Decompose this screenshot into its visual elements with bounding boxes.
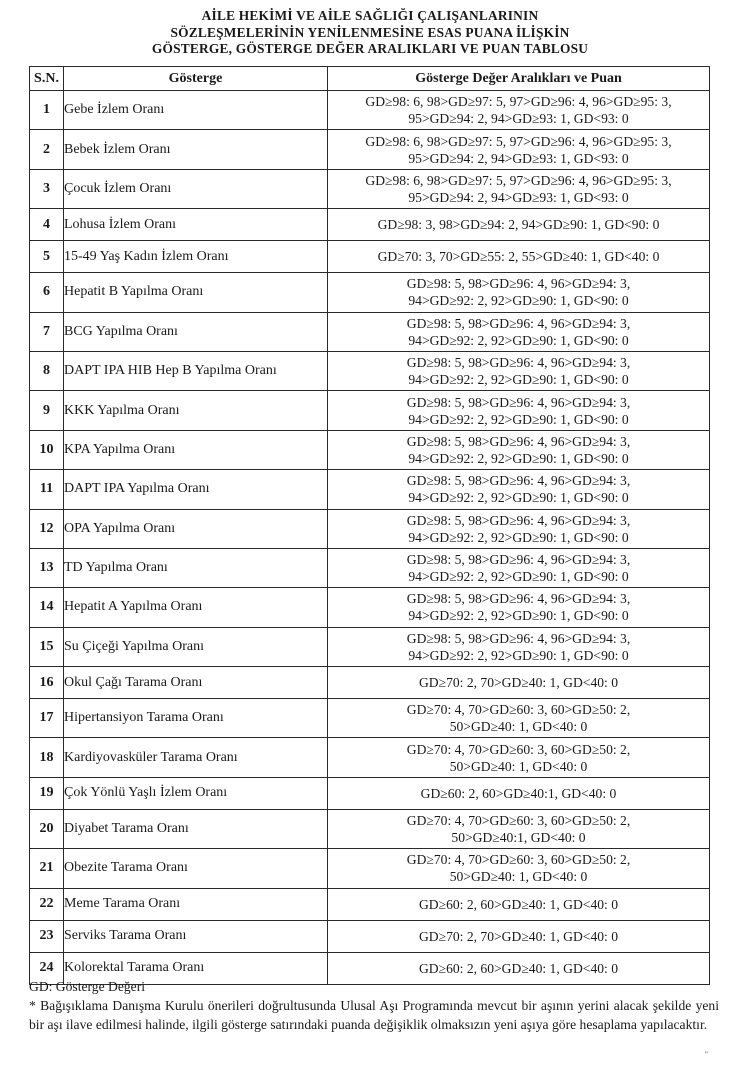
footnote: * Bağışıklama Danışma Kurulu önerileri doğrultusunda Ulusal Aşı Programında mevcut bir aşının yerini alacak şekilde yeni bir aşı ilave edilmesi halinde, ilgili gösterge satırındaki puanda değişiklik olmaksızın yeni aşıya göre hesaplama yapılacaktır. xyxy=(29,998,719,1032)
table-row xyxy=(30,391,710,430)
row-number: 9 xyxy=(30,391,64,430)
range-score-cell xyxy=(328,351,710,390)
table-row xyxy=(30,548,710,587)
range-score-cell xyxy=(328,130,710,169)
page-mark: " xyxy=(704,1050,708,1059)
indicator-name: Lohusa İzlem Oranı xyxy=(64,209,328,241)
table-header-row xyxy=(30,67,710,91)
table-row xyxy=(30,588,710,627)
range-line-1: GD≥98: 5, 98>GD≥96: 4, 96>GD≥94: 3, xyxy=(406,630,631,646)
range-score-cell xyxy=(328,548,710,587)
table-row xyxy=(30,699,710,738)
range-line-1: GD≥98: 5, 98>GD≥96: 4, 96>GD≥94: 3, xyxy=(406,394,631,410)
indicator-name: DAPT IPA Yapılma Oranı xyxy=(64,470,328,509)
indicator-name: Obezite Tarama Oranı xyxy=(64,849,328,888)
title-line-2: SÖZLEŞMELERİNİN YENİLENMESİNE ESAS PUANA İLİŞKİN xyxy=(170,24,570,40)
row-number: 13 xyxy=(30,548,64,587)
indicator-name: TD Yapılma Oranı xyxy=(64,548,328,587)
range-score-cell xyxy=(328,169,710,208)
range-score-cell xyxy=(328,738,710,777)
indicator-name: KKK Yapılma Oranı xyxy=(64,391,328,430)
row-number: 14 xyxy=(30,588,64,627)
indicator-name: 15-49 Yaş Kadın İzlem Oranı xyxy=(64,241,328,273)
range-line-1: GD≥60: 2, 60>GD≥40: 1, GD<40: 0 xyxy=(418,896,619,912)
table-row xyxy=(30,130,710,169)
indicator-name: OPA Yapılma Oranı xyxy=(64,509,328,548)
table-row xyxy=(30,738,710,777)
table-row xyxy=(30,809,710,848)
row-number: 18 xyxy=(30,738,64,777)
indicator-name: Kolorektal Tarama Oranı xyxy=(64,952,328,984)
range-score-cell xyxy=(328,241,710,273)
table-row xyxy=(30,351,710,390)
range-score-cell xyxy=(328,209,710,241)
table-row xyxy=(30,509,710,548)
row-number: 11 xyxy=(30,470,64,509)
row-number: 20 xyxy=(30,809,64,848)
table-row xyxy=(30,209,710,241)
range-line-1: GD≥98: 5, 98>GD≥96: 4, 96>GD≥94: 3, xyxy=(406,355,631,371)
range-line-1: GD≥60: 2, 60>GD≥40:1, GD<40: 0 xyxy=(420,785,617,801)
indicator-name: Bebek İzlem Oranı xyxy=(64,130,328,169)
indicator-name: Meme Tarama Oranı xyxy=(64,888,328,920)
range-line-1: GD≥70: 3, 70>GD≥55: 2, 55>GD≥40: 1, GD<40: 0 xyxy=(377,249,660,265)
indicator-name: Çocuk İzlem Oranı xyxy=(64,169,328,208)
score-table xyxy=(29,66,710,985)
table-row xyxy=(30,91,710,130)
table-row xyxy=(30,430,710,469)
range-line-2: 94>GD≥92: 2, 92>GD≥90: 1, GD<90: 0 xyxy=(408,529,629,545)
indicator-name: Gebe İzlem Oranı xyxy=(64,91,328,130)
range-line-2: 50>GD≥40: 1, GD<40: 0 xyxy=(449,869,588,885)
range-score-cell xyxy=(328,888,710,920)
range-line-2: 50>GD≥40: 1, GD<40: 0 xyxy=(449,719,588,735)
indicator-name: Hipertansiyon Tarama Oranı xyxy=(64,699,328,738)
range-line-1: GD≥98: 3, 98>GD≥94: 2, 94>GD≥90: 1, GD<90: 0 xyxy=(377,217,660,233)
range-score-cell xyxy=(328,273,710,312)
row-number: 15 xyxy=(30,627,64,666)
range-line-1: GD≥70: 2, 70>GD≥40: 1, GD<40: 0 xyxy=(418,928,619,944)
range-line-2: 50>GD≥40:1, GD<40: 0 xyxy=(451,830,586,846)
range-line-1: GD≥70: 4, 70>GD≥60: 3, 60>GD≥50: 2, xyxy=(406,741,631,757)
header-indicator: Gösterge xyxy=(64,67,328,91)
range-line-1: GD≥98: 5, 98>GD≥96: 4, 96>GD≥94: 3, xyxy=(406,315,631,331)
range-line-1: GD≥70: 4, 70>GD≥60: 3, 60>GD≥50: 2, xyxy=(406,852,631,868)
range-score-cell xyxy=(328,627,710,666)
range-line-2: 94>GD≥92: 2, 92>GD≥90: 1, GD<90: 0 xyxy=(408,490,629,506)
range-line-2: 94>GD≥92: 2, 92>GD≥90: 1, GD<90: 0 xyxy=(408,450,629,466)
range-score-cell xyxy=(328,849,710,888)
indicator-name: BCG Yapılma Oranı xyxy=(64,312,328,351)
table-row xyxy=(30,627,710,666)
row-number: 6 xyxy=(30,273,64,312)
indicator-name: Çok Yönlü Yaşlı İzlem Oranı xyxy=(64,777,328,809)
range-score-cell xyxy=(328,91,710,130)
range-score-cell xyxy=(328,430,710,469)
indicator-name: Kardiyovasküler Tarama Oranı xyxy=(64,738,328,777)
range-line-1: GD≥98: 5, 98>GD≥96: 4, 96>GD≥94: 3, xyxy=(406,433,631,449)
range-line-1: GD≥70: 2, 70>GD≥40: 1, GD<40: 0 xyxy=(418,675,619,691)
range-score-cell xyxy=(328,667,710,699)
table-row xyxy=(30,241,710,273)
range-line-2: 95>GD≥94: 2, 94>GD≥93: 1, GD<93: 0 xyxy=(408,111,629,127)
row-number: 8 xyxy=(30,351,64,390)
range-line-1: GD≥98: 5, 98>GD≥96: 4, 96>GD≥94: 3, xyxy=(406,473,631,489)
row-number: 7 xyxy=(30,312,64,351)
range-score-cell xyxy=(328,920,710,952)
range-line-1: GD≥98: 6, 98>GD≥97: 5, 97>GD≥96: 4, 96>GD≥95: 3, xyxy=(365,133,672,149)
range-score-cell xyxy=(328,312,710,351)
range-score-cell xyxy=(328,588,710,627)
table-row xyxy=(30,888,710,920)
range-score-cell xyxy=(328,509,710,548)
table-row xyxy=(30,169,710,208)
range-line-1: GD≥60: 2, 60>GD≥40: 1, GD<40: 0 xyxy=(418,960,619,976)
range-line-2: 95>GD≥94: 2, 94>GD≥93: 1, GD<93: 0 xyxy=(408,189,629,205)
range-line-2: 95>GD≥94: 2, 94>GD≥93: 1, GD<93: 0 xyxy=(408,150,629,166)
range-line-2: 50>GD≥40: 1, GD<40: 0 xyxy=(449,758,588,774)
range-score-cell xyxy=(328,391,710,430)
table-row xyxy=(30,920,710,952)
indicator-name: Hepatit A Yapılma Oranı xyxy=(64,588,328,627)
row-number: 21 xyxy=(30,849,64,888)
notes xyxy=(29,977,719,1034)
range-line-1: GD≥98: 6, 98>GD≥97: 5, 97>GD≥96: 4, 96>GD≥95: 3, xyxy=(365,94,672,110)
range-line-2: 94>GD≥92: 2, 92>GD≥90: 1, GD<90: 0 xyxy=(408,332,629,348)
table-row xyxy=(30,777,710,809)
header-sn: S.N. xyxy=(30,67,64,91)
range-line-1: GD≥98: 5, 98>GD≥96: 4, 96>GD≥94: 3, xyxy=(406,591,631,607)
table-row xyxy=(30,667,710,699)
table-row xyxy=(30,273,710,312)
table-row xyxy=(30,312,710,351)
title-line-1: AİLE HEKİMİ VE AİLE SAĞLIĞI ÇALIŞANLARININ xyxy=(201,8,539,23)
range-line-1: GD≥98: 5, 98>GD≥96: 4, 96>GD≥94: 3, xyxy=(406,512,631,528)
range-line-2: 94>GD≥92: 2, 92>GD≥90: 1, GD<90: 0 xyxy=(408,293,629,309)
range-line-1: GD≥70: 4, 70>GD≥60: 3, 60>GD≥50: 2, xyxy=(406,813,631,829)
row-number: 5 xyxy=(30,241,64,273)
indicator-name: Serviks Tarama Oranı xyxy=(64,920,328,952)
range-score-cell xyxy=(328,809,710,848)
range-line-2: 94>GD≥92: 2, 92>GD≥90: 1, GD<90: 0 xyxy=(408,411,629,427)
row-number: 17 xyxy=(30,699,64,738)
indicator-name: Okul Çağı Tarama Oranı xyxy=(64,667,328,699)
row-number: 12 xyxy=(30,509,64,548)
table-row xyxy=(30,470,710,509)
indicator-name: DAPT IPA HIB Hep B Yapılma Oranı xyxy=(64,351,328,390)
row-number: 4 xyxy=(30,209,64,241)
table-row xyxy=(30,849,710,888)
indicator-name: Diyabet Tarama Oranı xyxy=(64,809,328,848)
header-ranges: Gösterge Değer Aralıkları ve Puan xyxy=(328,67,710,91)
indicator-name: Hepatit B Yapılma Oranı xyxy=(64,273,328,312)
range-line-1: GD≥70: 4, 70>GD≥60: 3, 60>GD≥50: 2, xyxy=(406,702,631,718)
range-line-2: 94>GD≥92: 2, 92>GD≥90: 1, GD<90: 0 xyxy=(408,608,629,624)
row-number: 2 xyxy=(30,130,64,169)
document-title xyxy=(0,8,740,58)
row-number: 3 xyxy=(30,169,64,208)
row-number: 24 xyxy=(30,952,64,984)
range-line-2: 94>GD≥92: 2, 92>GD≥90: 1, GD<90: 0 xyxy=(408,569,629,585)
row-number: 23 xyxy=(30,920,64,952)
range-line-1: GD≥98: 6, 98>GD≥97: 5, 97>GD≥96: 4, 96>GD≥95: 3, xyxy=(365,172,672,188)
row-number: 19 xyxy=(30,777,64,809)
range-line-1: GD≥98: 5, 98>GD≥96: 4, 96>GD≥94: 3, xyxy=(406,552,631,568)
range-score-cell xyxy=(328,699,710,738)
title-line-3: GÖSTERGE, GÖSTERGE DEĞER ARALIKLARI VE PUAN TABLOSU xyxy=(151,41,589,56)
indicator-name: Su Çiçeği Yapılma Oranı xyxy=(64,627,328,666)
range-line-2: 94>GD≥92: 2, 92>GD≥90: 1, GD<90: 0 xyxy=(408,372,629,388)
range-line-1: GD≥98: 5, 98>GD≥96: 4, 96>GD≥94: 3, xyxy=(406,276,631,292)
row-number: 22 xyxy=(30,888,64,920)
range-score-cell xyxy=(328,777,710,809)
range-line-2: 94>GD≥92: 2, 92>GD≥90: 1, GD<90: 0 xyxy=(408,647,629,663)
legend-note: GD: Gösterge Değeri xyxy=(29,979,146,994)
row-number: 1 xyxy=(30,91,64,130)
row-number: 16 xyxy=(30,667,64,699)
row-number: 10 xyxy=(30,430,64,469)
indicator-name: KPA Yapılma Oranı xyxy=(64,430,328,469)
range-score-cell xyxy=(328,470,710,509)
